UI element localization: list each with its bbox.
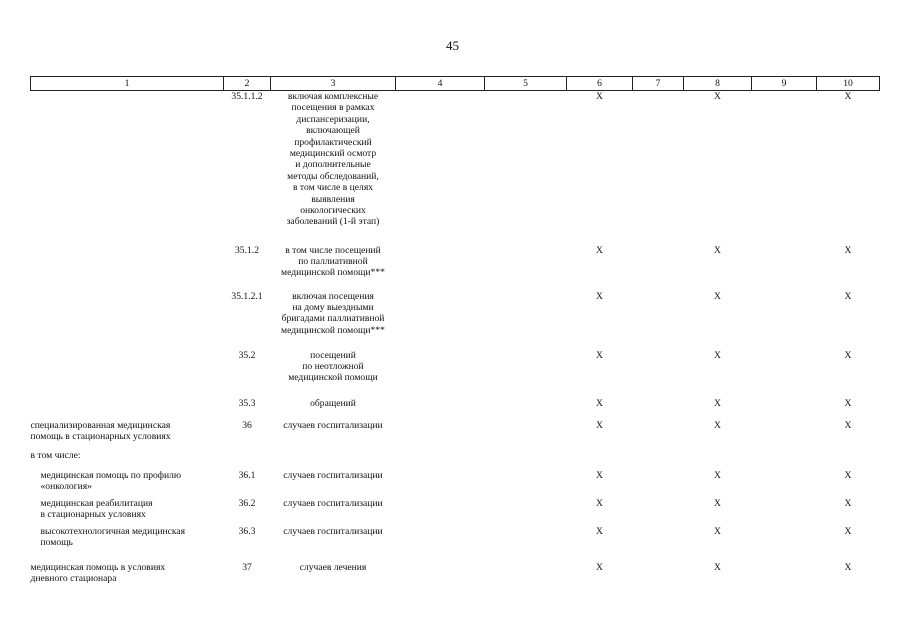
cell-col-7 bbox=[633, 291, 684, 350]
cell-col-7 bbox=[633, 245, 684, 291]
table-row bbox=[31, 562, 880, 592]
cell-col-9 bbox=[752, 470, 817, 498]
cell-col-6 bbox=[567, 450, 633, 470]
header-row bbox=[31, 77, 880, 91]
row-number: 35.2 bbox=[238, 349, 256, 361]
col-header-5: 5 bbox=[485, 77, 567, 91]
cell-col-9 bbox=[752, 398, 817, 420]
cell-col-7 bbox=[633, 420, 684, 450]
row-number: 35.1.1.2 bbox=[231, 91, 263, 102]
cell-col-8: X bbox=[714, 561, 721, 573]
cell-col-10: X bbox=[844, 397, 852, 409]
cell-col-5 bbox=[485, 291, 567, 350]
col-header-9: 9 bbox=[752, 77, 817, 91]
col-header-10: 10 bbox=[817, 77, 880, 91]
cell-col-8: X bbox=[714, 419, 721, 431]
cell-col-10: X bbox=[844, 349, 852, 361]
col-header-7: 7 bbox=[633, 77, 684, 91]
row-label bbox=[31, 245, 224, 291]
row-number: 35.3 bbox=[238, 397, 256, 409]
cell-col-6: X bbox=[596, 525, 603, 537]
cell-col-9 bbox=[752, 91, 817, 245]
cell-col-5 bbox=[485, 350, 567, 398]
cell-col-10: X bbox=[844, 497, 852, 509]
col-header-3: 3 bbox=[271, 77, 396, 91]
cell-col-9 bbox=[752, 350, 817, 398]
cell-col-8: X bbox=[714, 525, 721, 537]
row-number: 36 bbox=[242, 419, 252, 431]
table-row bbox=[31, 420, 880, 450]
cell-col-10: X bbox=[844, 419, 852, 431]
row-unit bbox=[271, 450, 396, 470]
row-label: медицинская реабилитация в стационарных условиях bbox=[40, 497, 153, 520]
cell-col-8: X bbox=[714, 290, 721, 302]
col-header-6: 6 bbox=[567, 77, 633, 91]
row-label bbox=[31, 398, 224, 420]
row-label: специализированная медицинская помощь в стационарных условиях bbox=[30, 419, 171, 442]
cell-col-4 bbox=[396, 562, 485, 592]
row-label: в том числе: bbox=[30, 449, 81, 461]
row-number: 35.1.2 bbox=[235, 244, 259, 256]
cell-col-5 bbox=[485, 91, 567, 245]
cell-col-7 bbox=[633, 470, 684, 498]
cell-col-6: X bbox=[596, 419, 603, 431]
cell-col-6: X bbox=[596, 91, 603, 102]
cell-col-6: X bbox=[596, 349, 603, 361]
cell-col-5 bbox=[485, 562, 567, 592]
row-label: медицинская помощь в условиях дневного стационара bbox=[30, 561, 166, 584]
cell-col-10: X bbox=[844, 525, 852, 537]
cell-col-10: X bbox=[844, 561, 852, 573]
cell-col-5 bbox=[485, 398, 567, 420]
row-unit: в том числе посещений по паллиативной медицинской помощи*** bbox=[281, 244, 385, 279]
cell-col-5 bbox=[485, 470, 567, 498]
cell-col-4 bbox=[396, 398, 485, 420]
cell-col-10: X bbox=[844, 469, 852, 481]
cell-col-4 bbox=[396, 470, 485, 498]
cell-col-8: X bbox=[714, 397, 721, 409]
cell-col-9 bbox=[752, 562, 817, 592]
cell-col-7 bbox=[633, 562, 684, 592]
row-number: 36.1 bbox=[238, 469, 256, 481]
table-row bbox=[31, 470, 880, 498]
row-label bbox=[31, 291, 224, 350]
cell-col-9 bbox=[752, 420, 817, 450]
row-number: 37 bbox=[242, 561, 252, 573]
cell-col-8: X bbox=[714, 497, 721, 509]
cell-col-7 bbox=[633, 526, 684, 562]
cell-col-4 bbox=[396, 420, 485, 450]
row-unit: включая комплексные посещения в рамках диспансеризации, включающей профилактический медицинский осмотр и дополнительные методы обследований, в том числе в целях выявления онкологических заболеваний (1-й этап) bbox=[286, 91, 380, 228]
row-unit: включая посещения на дому выездными бригадами паллиативной медицинской помощи*** bbox=[281, 290, 385, 336]
cell-col-9 bbox=[752, 291, 817, 350]
col-header-1: 1 bbox=[31, 77, 224, 91]
cell-col-4 bbox=[396, 291, 485, 350]
cell-col-8 bbox=[684, 450, 752, 470]
row-unit: случаев госпитализации bbox=[283, 419, 383, 431]
row-label: медицинская помощь по профилю «онкология» bbox=[40, 469, 182, 492]
row-unit: случаев госпитализации bbox=[283, 525, 383, 537]
cell-col-7 bbox=[633, 450, 684, 470]
page-number: 45 bbox=[446, 38, 459, 53]
table-row bbox=[31, 245, 880, 291]
table-body bbox=[31, 91, 880, 592]
cell-col-10: X bbox=[844, 244, 852, 256]
cell-col-7 bbox=[633, 91, 684, 245]
cell-col-4 bbox=[396, 450, 485, 470]
row-unit: случаев госпитализации bbox=[283, 469, 383, 481]
row-label bbox=[31, 91, 224, 245]
cell-col-4 bbox=[396, 245, 485, 291]
document-table bbox=[30, 76, 880, 592]
cell-col-9 bbox=[752, 498, 817, 526]
cell-col-10 bbox=[817, 450, 880, 470]
table-row bbox=[31, 350, 880, 398]
cell-col-4 bbox=[396, 498, 485, 526]
cell-col-5 bbox=[485, 245, 567, 291]
cell-col-5 bbox=[485, 498, 567, 526]
cell-col-6: X bbox=[596, 290, 603, 302]
cell-col-9 bbox=[752, 526, 817, 562]
row-unit: посещений по неотложной медицинской помощи bbox=[288, 349, 378, 384]
cell-col-4 bbox=[396, 350, 485, 398]
row-label: высокотехнологичная медицинская помощь bbox=[40, 525, 186, 548]
cell-col-6: X bbox=[596, 469, 603, 481]
cell-col-7 bbox=[633, 350, 684, 398]
table-row bbox=[31, 498, 880, 526]
cell-col-8: X bbox=[714, 244, 721, 256]
cell-col-10: X bbox=[844, 91, 852, 102]
table-row bbox=[31, 291, 880, 350]
row-label bbox=[31, 350, 224, 398]
cell-col-5 bbox=[485, 420, 567, 450]
row-number bbox=[224, 450, 271, 470]
row-number: 36.2 bbox=[238, 497, 256, 509]
cell-col-6: X bbox=[596, 561, 603, 573]
cell-col-5 bbox=[485, 450, 567, 470]
table-row bbox=[31, 91, 880, 245]
cell-col-9 bbox=[752, 245, 817, 291]
cell-col-6: X bbox=[596, 244, 603, 256]
table-row bbox=[31, 526, 880, 562]
table-row bbox=[31, 450, 880, 470]
cell-col-5 bbox=[485, 526, 567, 562]
cell-col-7 bbox=[633, 498, 684, 526]
cell-col-10: X bbox=[844, 290, 852, 302]
row-number: 36.3 bbox=[238, 525, 256, 537]
cell-col-8: X bbox=[714, 469, 721, 481]
cell-col-8: X bbox=[714, 349, 721, 361]
cell-col-4 bbox=[396, 526, 485, 562]
col-header-8: 8 bbox=[684, 77, 752, 91]
col-header-4: 4 bbox=[396, 77, 485, 91]
cell-col-4 bbox=[396, 91, 485, 245]
row-unit: обращений bbox=[310, 397, 356, 409]
cell-col-7 bbox=[633, 398, 684, 420]
col-header-2: 2 bbox=[224, 77, 271, 91]
cell-col-9 bbox=[752, 450, 817, 470]
cell-col-6: X bbox=[596, 497, 603, 509]
row-unit: случаев лечения bbox=[299, 561, 367, 573]
cell-col-8: X bbox=[714, 91, 721, 102]
row-unit: случаев госпитализации bbox=[283, 497, 383, 509]
table-row bbox=[31, 398, 880, 420]
cell-col-6: X bbox=[596, 397, 603, 409]
row-number: 35.1.2.1 bbox=[231, 290, 263, 302]
